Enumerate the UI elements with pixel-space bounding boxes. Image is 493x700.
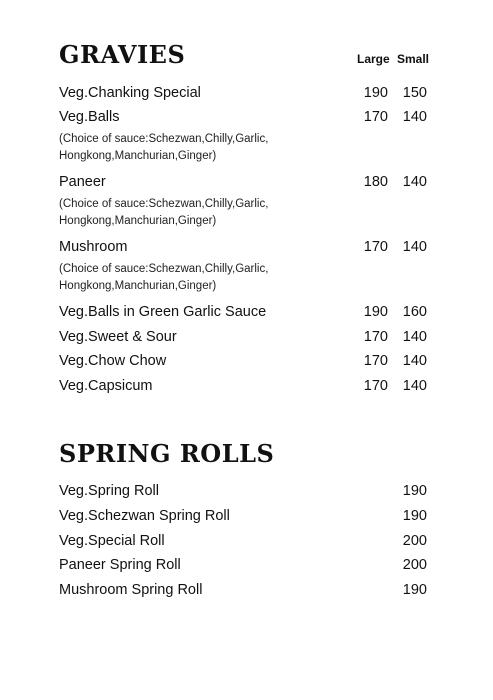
item-sauce-note bbox=[59, 131, 319, 165]
item-price: 190 bbox=[402, 582, 427, 598]
menu-item-gravy bbox=[59, 329, 431, 349]
note-line: Hongkong,Manchurian,Ginger) bbox=[59, 150, 217, 162]
col-header-large: Large bbox=[357, 52, 390, 66]
item-name: Paneer Spring Roll bbox=[59, 557, 181, 573]
note-line: (Choice of sauce:Schezwan,Chilly,Garlic, bbox=[59, 198, 269, 210]
menu-item-spring-roll bbox=[59, 557, 431, 577]
item-price: 200 bbox=[402, 557, 427, 573]
note-line: Hongkong,Manchurian,Ginger) bbox=[59, 280, 217, 292]
item-price-small: 140 bbox=[402, 353, 427, 369]
item-name: Veg.Spring Roll bbox=[59, 483, 159, 499]
item-price-small: 140 bbox=[402, 378, 427, 394]
item-price-large: 190 bbox=[363, 85, 388, 101]
item-name: Veg.Capsicum bbox=[59, 378, 153, 394]
item-name: Veg.Special Roll bbox=[59, 533, 165, 549]
menu-item-gravy bbox=[59, 109, 431, 129]
item-name: Veg.Chanking Special bbox=[59, 85, 201, 101]
item-price-small: 140 bbox=[402, 109, 427, 125]
item-name: Mushroom Spring Roll bbox=[59, 582, 203, 598]
item-sauce-note bbox=[59, 196, 319, 230]
gravies-heading: GRAVIES bbox=[59, 40, 186, 69]
item-price-small: 140 bbox=[402, 329, 427, 345]
item-price-large: 180 bbox=[363, 174, 388, 190]
item-price: 190 bbox=[402, 508, 427, 524]
item-name: Veg.Sweet & Sour bbox=[59, 329, 177, 345]
item-price-small: 160 bbox=[402, 304, 427, 320]
note-line: (Choice of sauce:Schezwan,Chilly,Garlic, bbox=[59, 263, 269, 275]
menu-item-gravy bbox=[59, 174, 431, 194]
item-name: Veg.Chow Chow bbox=[59, 353, 167, 369]
item-price-large: 170 bbox=[363, 378, 388, 394]
item-price-large: 170 bbox=[363, 353, 388, 369]
note-line: (Choice of sauce:Schezwan,Chilly,Garlic, bbox=[59, 133, 269, 145]
menu-item-gravy bbox=[59, 304, 431, 324]
menu-item-spring-roll bbox=[59, 508, 431, 528]
menu-item-spring-roll bbox=[59, 483, 431, 503]
item-name: Veg.Schezwan Spring Roll bbox=[59, 508, 230, 524]
item-price-small: 140 bbox=[402, 174, 427, 190]
spring-rolls-heading: SPRING ROLLS bbox=[59, 439, 275, 468]
item-sauce-note bbox=[59, 261, 319, 295]
item-price: 190 bbox=[402, 483, 427, 499]
item-name: Veg.Balls bbox=[59, 109, 120, 125]
item-price-large: 170 bbox=[363, 329, 388, 345]
menu-item-gravy bbox=[59, 378, 431, 398]
menu-item-gravy bbox=[59, 85, 431, 105]
item-price-small: 150 bbox=[402, 85, 427, 101]
item-name: Paneer bbox=[59, 174, 106, 190]
menu-item-gravy bbox=[59, 239, 431, 259]
item-name: Veg.Balls in Green Garlic Sauce bbox=[59, 304, 267, 320]
col-header-small: Small bbox=[397, 52, 430, 66]
menu-item-gravy bbox=[59, 353, 431, 373]
item-price-small: 140 bbox=[402, 239, 427, 255]
menu-item-spring-roll bbox=[59, 533, 431, 553]
note-line: Hongkong,Manchurian,Ginger) bbox=[59, 215, 217, 227]
menu-item-spring-roll bbox=[59, 582, 431, 602]
item-name: Mushroom bbox=[59, 239, 128, 255]
item-price: 200 bbox=[402, 533, 427, 549]
item-price-large: 170 bbox=[363, 239, 388, 255]
item-price-large: 170 bbox=[363, 109, 388, 125]
item-price-large: 190 bbox=[363, 304, 388, 320]
